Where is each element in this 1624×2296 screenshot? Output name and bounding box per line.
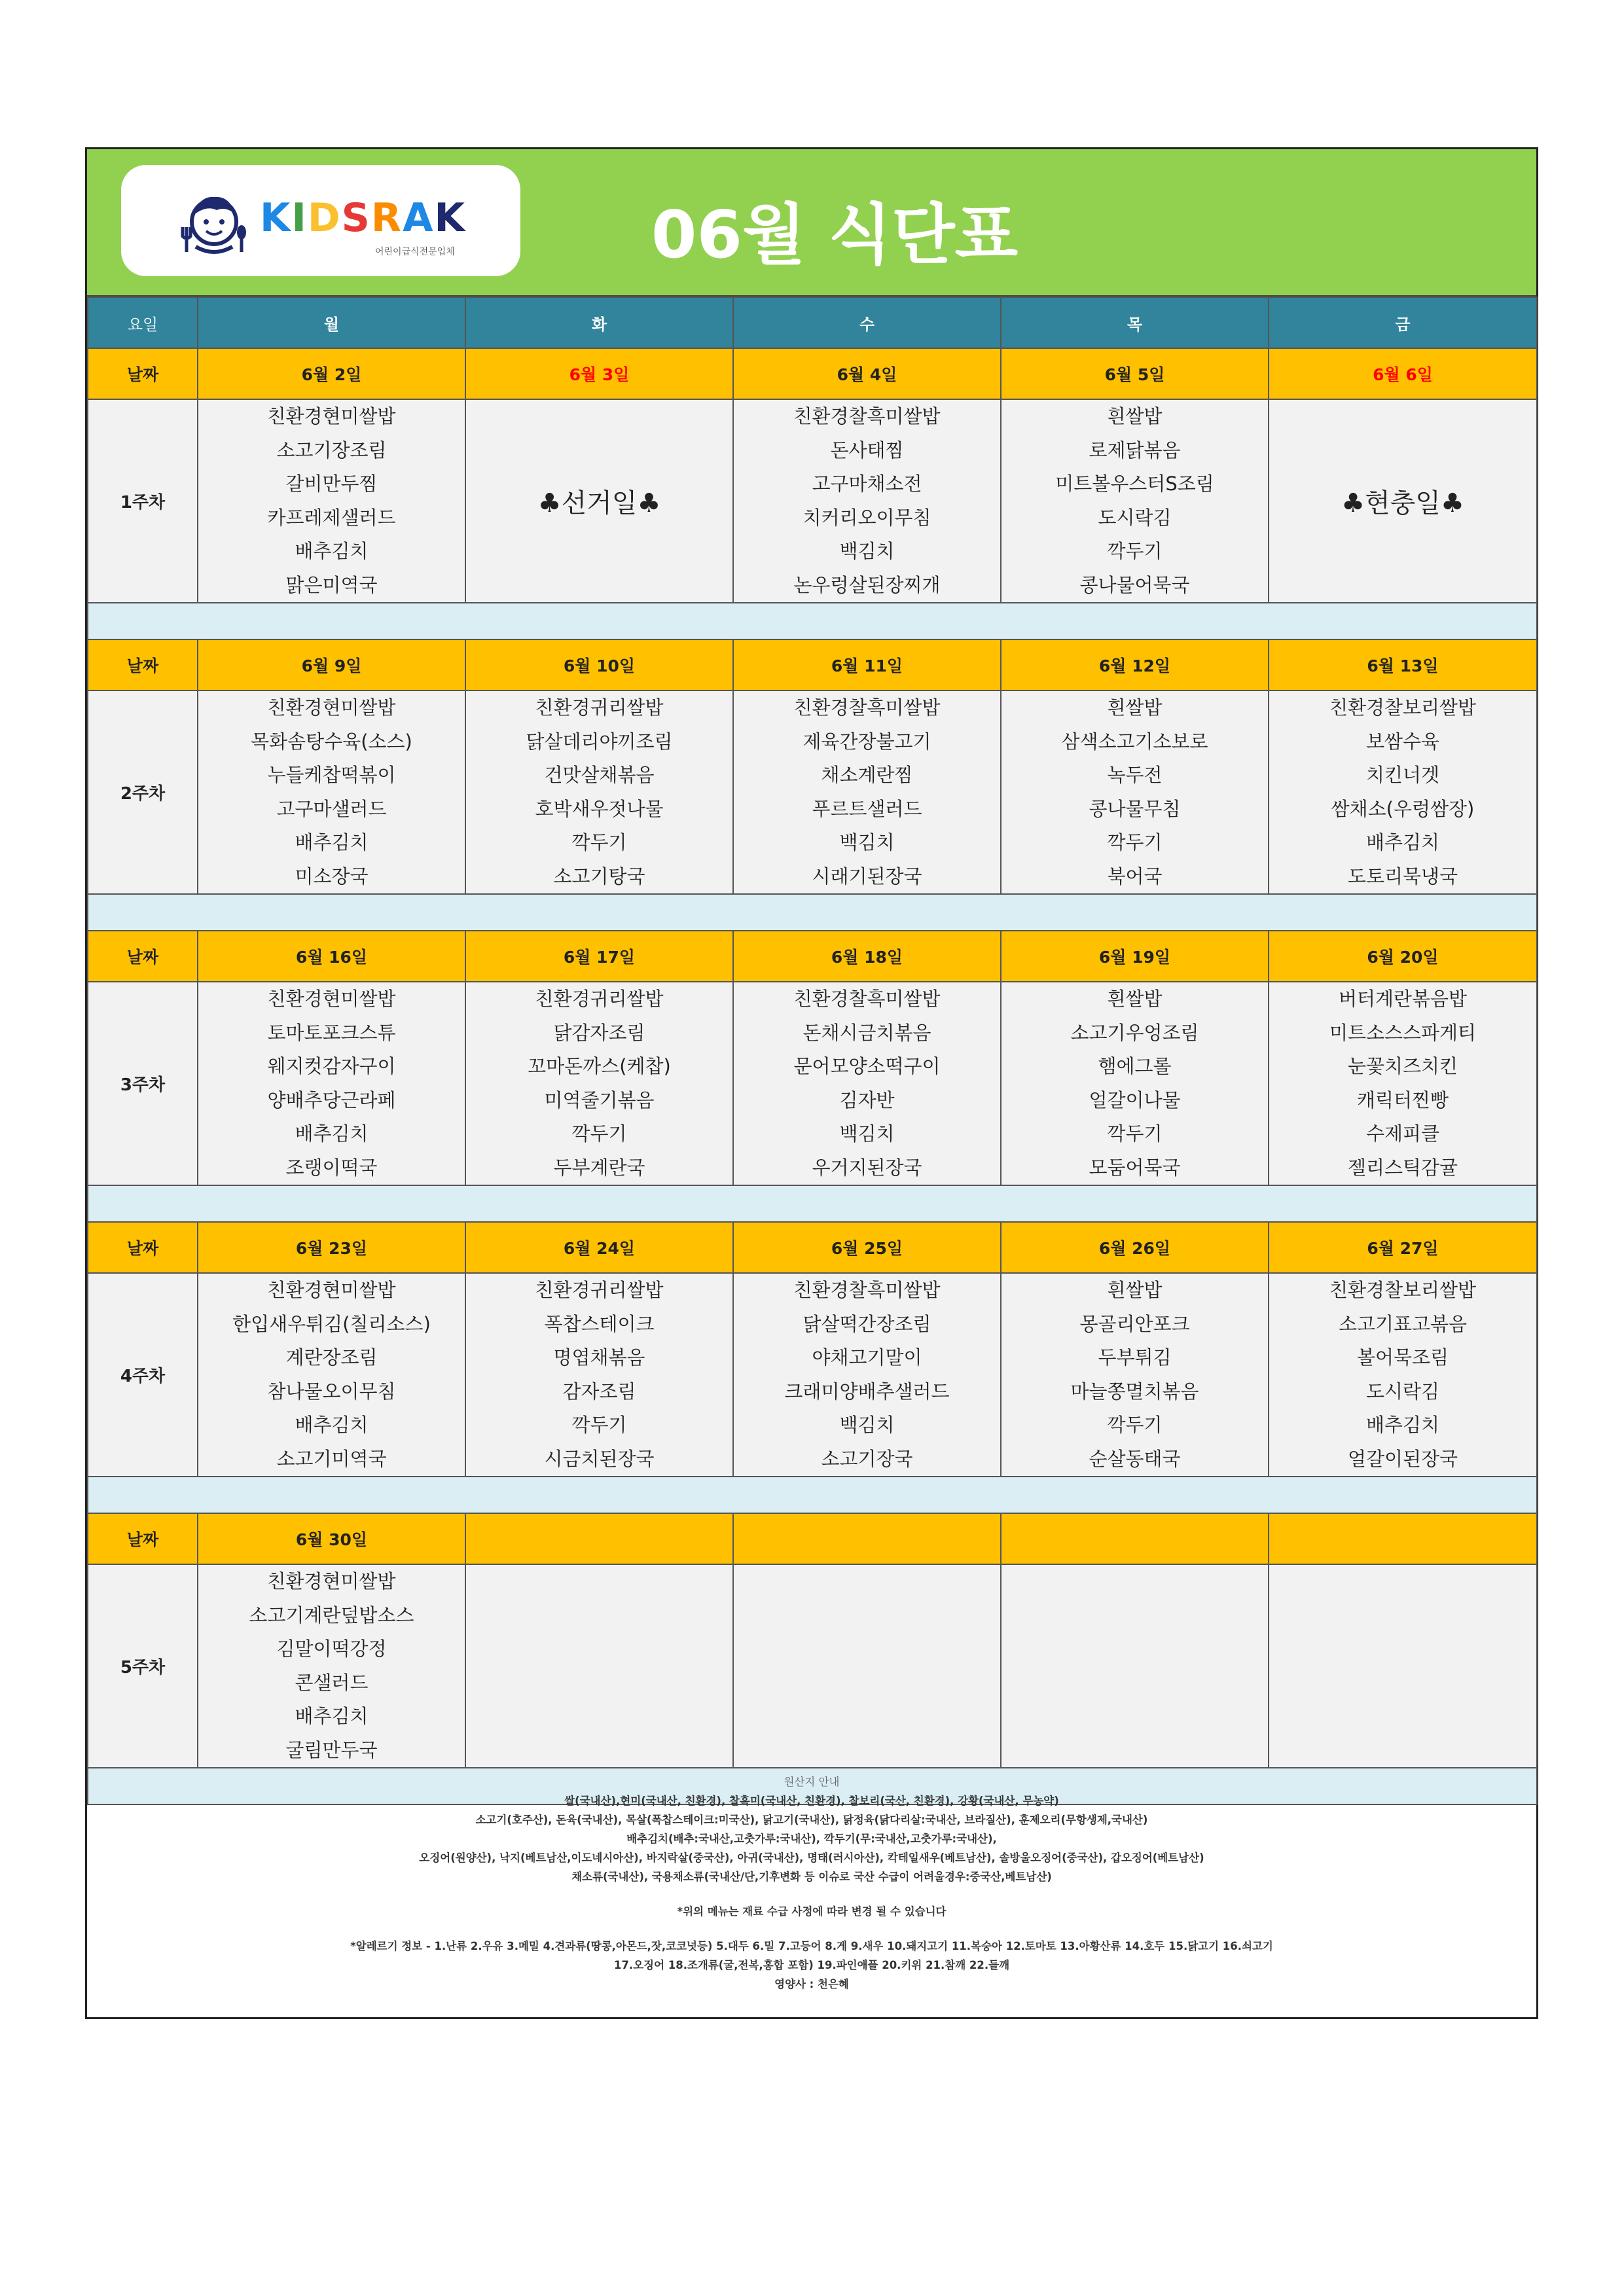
origin-line: 쌀(국내산),현미(국내산, 친환경), 찰흑미(국내산, 친환경), 찰보리(국산, 친환경), 강황(국내산, 무농약)	[564, 1795, 1059, 1807]
week-label: 3주차	[88, 982, 198, 1185]
weekday-header-cell: 목	[1001, 297, 1269, 348]
date-cell: 6월 6일	[1269, 348, 1537, 399]
date-cell	[465, 1513, 733, 1564]
day-menu-cell	[733, 691, 1001, 894]
menu-item: 시래기된장국	[812, 865, 922, 888]
day-menu-cell	[465, 1564, 733, 1768]
menu-item: 친환경찰흑미쌀밥	[793, 696, 941, 719]
day-menu-cell	[198, 399, 465, 603]
menu-item: 도시락김	[1365, 1380, 1440, 1403]
origin-title: 원산지 안내	[784, 1776, 840, 1788]
holiday-label: ♣선거일♣	[537, 488, 661, 518]
menu-item: 누들케찹떡볶이	[267, 764, 396, 786]
day-menu-cell	[1001, 399, 1269, 603]
menu-item: 몽골리안포크	[1079, 1312, 1190, 1335]
menu-item: 배추김치	[295, 540, 369, 562]
day-menu-cell	[465, 691, 733, 894]
menu-item: 얼갈이된장국	[1347, 1447, 1458, 1470]
origin-line: 소고기(호주산), 돈육(국내산), 목살(폭찹스테이크:미국산), 닭고기(국내산), 닭정육(닭다리살:국내산, 브라질산), 훈제오리(무항생제,국내산)	[475, 1814, 1148, 1826]
menu-item: 친환경현미쌀밥	[267, 1279, 396, 1301]
menu-item: 친환경찰흑미쌀밥	[793, 988, 941, 1010]
menu-item: 친환경귀리쌀밥	[535, 988, 664, 1010]
title-banner	[87, 149, 1536, 296]
date-row-label: 날짜	[88, 1222, 198, 1273]
menu-item: 깍두기	[1107, 1122, 1163, 1145]
menu-item: 소고기장국	[821, 1447, 913, 1470]
menu-item: 햄에그롤	[1098, 1055, 1172, 1077]
page-title: 06월 식단표	[651, 196, 1019, 273]
day-menu-cell	[465, 399, 733, 603]
menu-item: 미트볼우스터S조림	[1055, 473, 1214, 495]
menu-item: 콩나물무침	[1089, 797, 1181, 820]
menu-item: 두부튀김	[1098, 1346, 1172, 1369]
menu-item: 카프레제샐러드	[267, 506, 396, 529]
menu-item: 배추김치	[295, 831, 369, 853]
logo-wordmark: KIDSRAK	[260, 195, 466, 241]
date-cell: 6월 26일	[1001, 1222, 1269, 1273]
menu-item: 흰쌀밥	[1107, 988, 1163, 1010]
holiday-label: ♣현충일♣	[1341, 488, 1464, 518]
week-label: 1주차	[88, 399, 198, 603]
menu-item: 갈비만두찜	[285, 473, 378, 495]
date-cell: 6월 3일	[465, 348, 733, 399]
menu-item: 친환경현미쌀밥	[267, 1570, 396, 1592]
date-cell: 6월 10일	[465, 639, 733, 691]
date-row	[88, 348, 1537, 399]
menu-item: 건맛살채볶음	[544, 764, 655, 786]
week-menu-row	[88, 691, 1537, 894]
menu-item: 북어국	[1107, 865, 1163, 888]
menu-item: 한입새우튀김(칠리소스)	[232, 1312, 431, 1335]
date-row	[88, 639, 1537, 691]
menu-item: 도토리묵냉국	[1347, 865, 1458, 888]
day-menu-cell	[733, 1273, 1001, 1477]
menu-item: 문어모양소떡구이	[793, 1055, 941, 1077]
date-row	[88, 1513, 1537, 1564]
menu-item: 흰쌀밥	[1107, 405, 1163, 427]
menu-item: 꼬마돈까스(케찹)	[528, 1055, 671, 1077]
day-menu-cell	[465, 1273, 733, 1477]
menu-item: 볼어묵조림	[1356, 1346, 1449, 1369]
menu-item: 깍두기	[1107, 540, 1163, 562]
date-row-label: 날짜	[88, 931, 198, 982]
week-label: 4주차	[88, 1273, 198, 1477]
menu-item: 소고기표고볶음	[1338, 1312, 1468, 1335]
menu-item: 돈채시금치볶음	[803, 1021, 931, 1044]
menu-item: 배추김치	[295, 1414, 369, 1436]
menu-item: 얼갈이나물	[1089, 1088, 1181, 1111]
menu-table	[87, 296, 1538, 1805]
week-menu-row	[88, 1564, 1537, 1768]
day-menu-cell	[1269, 399, 1537, 603]
origin-line: 배추김치(배추:국내산,고춧가루:국내산), 깍두기(무:국내산,고춧가루:국내산),	[626, 1833, 997, 1845]
menu-item: 미역줄기볶음	[544, 1088, 655, 1111]
date-cell: 6월 16일	[198, 931, 465, 982]
origin-line: 채소류(국내산), 국용채소류(국내산/단,기후변화 등 이슈로 국산 수급이 어려울경우:중국산,베트남산)	[571, 1871, 1052, 1883]
menu-item: 흰쌀밥	[1107, 696, 1163, 719]
week-spacer	[88, 1185, 1537, 1222]
day-menu-cell	[1001, 982, 1269, 1185]
week-spacer	[88, 894, 1537, 931]
menu-item: 두부계란국	[553, 1156, 645, 1179]
menu-item: 로제닭볶음	[1089, 439, 1181, 461]
menu-item: 보쌈수육	[1365, 730, 1440, 753]
date-cell	[733, 1513, 1001, 1564]
date-cell: 6월 20일	[1269, 931, 1537, 982]
day-menu-cell	[198, 691, 465, 894]
date-cell	[1001, 1513, 1269, 1564]
menu-item: 소고기우엉조림	[1070, 1021, 1199, 1044]
menu-item: 녹두전	[1107, 764, 1163, 786]
day-menu-cell	[1001, 1273, 1269, 1477]
date-cell: 6월 25일	[733, 1222, 1001, 1273]
menu-item: 친환경귀리쌀밥	[535, 696, 664, 719]
date-cell: 6월 9일	[198, 639, 465, 691]
menu-item: 콩나물어묵국	[1079, 573, 1190, 596]
menu-item: 배추김치	[295, 1122, 369, 1145]
menu-item: 조랭이떡국	[285, 1156, 378, 1179]
menu-item: 닭살데리야끼조림	[526, 730, 673, 753]
menu-item: 크래미양배추샐러드	[784, 1380, 950, 1403]
weekday-header-label: 요일	[88, 297, 198, 348]
menu-item: 소고기계란덮밥소스	[249, 1604, 414, 1626]
week-menu-row	[88, 1273, 1537, 1477]
menu-item: 토마토포크스튜	[267, 1021, 396, 1044]
menu-item: 깍두기	[571, 831, 627, 853]
day-menu-cell	[465, 982, 733, 1185]
menu-item: 친환경찰보리쌀밥	[1329, 1279, 1477, 1301]
menu-item: 시금치된장국	[544, 1447, 655, 1470]
menu-item: 모둠어묵국	[1089, 1156, 1181, 1179]
weekday-header-cell: 금	[1269, 297, 1537, 348]
menu-item: 친환경현미쌀밥	[267, 988, 396, 1010]
week-spacer-row	[88, 894, 1537, 931]
date-cell: 6월 11일	[733, 639, 1001, 691]
weekday-header-cell: 월	[198, 297, 465, 348]
notes-section	[87, 1772, 1536, 1994]
menu-item: 배추김치	[1365, 831, 1440, 853]
menu-item: 소고기미역국	[276, 1447, 387, 1470]
date-cell: 6월 5일	[1001, 348, 1269, 399]
day-menu-cell	[1001, 1564, 1269, 1768]
weekday-header-row	[88, 297, 1537, 348]
date-row	[88, 1222, 1537, 1273]
date-cell: 6월 18일	[733, 931, 1001, 982]
menu-item: 흰쌀밥	[1107, 1279, 1163, 1301]
date-cell: 6월 23일	[198, 1222, 465, 1273]
week-menu-row	[88, 982, 1537, 1185]
menu-item: 치킨너겟	[1365, 764, 1440, 786]
day-menu-cell	[733, 1564, 1001, 1768]
menu-item: 깍두기	[1107, 831, 1163, 853]
menu-item: 눈꽃치즈치킨	[1347, 1055, 1458, 1077]
menu-item: 웨지컷감자구이	[267, 1055, 396, 1077]
menu-item: 친환경현미쌀밥	[267, 405, 396, 427]
menu-item: 깍두기	[571, 1414, 627, 1436]
menu-item: 김말이떡강정	[276, 1638, 387, 1660]
weekday-header-cell: 화	[465, 297, 733, 348]
menu-item: 친환경귀리쌀밥	[535, 1279, 664, 1301]
menu-item: 친환경찰보리쌀밥	[1329, 696, 1477, 719]
date-cell: 6월 12일	[1001, 639, 1269, 691]
menu-item: 호박새우젓나물	[535, 797, 664, 820]
menu-item: 친환경찰흑미쌀밥	[793, 405, 941, 427]
allergy-line: *알레르기 정보 - 1.난류 2.우유 3.메밀 4.견과류(땅콩,아몬드,잣,코코넛등) 5.대두 6.밀 7.고등어 8.게 9.새우 10.돼지고기 11.복숭아 12.토마토 13.아황산류 14.호두 15.닭고기 16.쇠고기	[350, 1940, 1273, 1952]
menu-item: 고구마채소전	[812, 473, 922, 495]
menu-item: 마늘쫑멸치볶음	[1070, 1380, 1199, 1403]
date-row-label: 날짜	[88, 639, 198, 691]
allergy-line: 17.오징어 18.조개류(굴,전복,홍합 포함) 19.파인애플 20.키위 21.참깨 22.들깨	[613, 1959, 1010, 1971]
date-cell: 6월 17일	[465, 931, 733, 982]
menu-item: 쌈채소(우렁쌈장)	[1331, 797, 1475, 820]
date-row-label: 날짜	[88, 1513, 198, 1564]
day-menu-cell	[198, 982, 465, 1185]
menu-item: 돈사태찜	[830, 439, 904, 461]
menu-item: 감자조림	[562, 1380, 636, 1403]
day-menu-cell	[198, 1273, 465, 1477]
menu-item: 참나물오이무침	[267, 1380, 396, 1403]
menu-item: 미소장국	[295, 865, 369, 888]
menu-item: 논우렁살된장찌개	[793, 573, 941, 596]
week-spacer-row	[88, 1477, 1537, 1513]
menu-item: 백김치	[839, 1414, 895, 1436]
menu-item: 버터계란볶음밥	[1338, 988, 1468, 1010]
date-cell: 6월 4일	[733, 348, 1001, 399]
menu-item: 도시락김	[1098, 506, 1172, 529]
menu-item: 김자반	[839, 1088, 895, 1111]
day-menu-cell	[198, 1564, 465, 1768]
week-label: 2주차	[88, 691, 198, 894]
menu-item: 우거지된장국	[812, 1156, 922, 1179]
menu-item: 닭감자조림	[553, 1021, 645, 1044]
menu-item: 백김치	[839, 1122, 895, 1145]
menu-item: 소고기탕국	[553, 865, 645, 888]
menu-item: 깍두기	[1107, 1414, 1163, 1436]
day-menu-cell	[1001, 691, 1269, 894]
menu-item: 맑은미역국	[285, 573, 378, 596]
menu-item: 백김치	[839, 831, 895, 853]
weekday-header-cell: 수	[733, 297, 1001, 348]
menu-item: 굴림만두국	[285, 1738, 378, 1761]
menu-item: 폭찹스테이크	[544, 1312, 655, 1335]
week-label: 5주차	[88, 1564, 198, 1768]
logo-subtitle: 어린이급식전문업체	[375, 247, 455, 257]
date-row	[88, 931, 1537, 982]
day-menu-cell	[1269, 1564, 1537, 1768]
menu-item: 소고기장조림	[276, 439, 387, 461]
week-spacer-row	[88, 1185, 1537, 1222]
menu-item: 야채고기말이	[812, 1346, 922, 1369]
change-notice: *위의 메뉴는 재료 수급 사정에 따라 변경 될 수 있습니다	[677, 1905, 947, 1918]
day-menu-cell	[733, 399, 1001, 603]
menu-item: 제육간장불고기	[803, 730, 931, 753]
menu-item: 채소계란찜	[821, 764, 913, 786]
week-menu-row	[88, 399, 1537, 603]
menu-item: 백김치	[839, 540, 895, 562]
menu-item: 닭살떡간장조림	[803, 1312, 931, 1335]
date-cell: 6월 27일	[1269, 1222, 1537, 1273]
menu-item: 캐릭터찐빵	[1356, 1088, 1449, 1111]
date-cell: 6월 2일	[198, 348, 465, 399]
menu-item: 배추김치	[295, 1705, 369, 1727]
menu-item: 배추김치	[1365, 1414, 1440, 1436]
menu-item: 양배추당근라페	[267, 1088, 396, 1111]
date-cell: 6월 24일	[465, 1222, 733, 1273]
menu-item: 고구마샐러드	[276, 797, 387, 820]
date-cell: 6월 19일	[1001, 931, 1269, 982]
week-spacer-row	[88, 603, 1537, 639]
day-menu-cell	[733, 982, 1001, 1185]
menu-item: 목화솜탕수육(소스)	[251, 730, 412, 753]
menu-item: 계란장조림	[285, 1346, 378, 1369]
day-menu-cell	[1269, 982, 1537, 1185]
date-cell	[1269, 1513, 1537, 1564]
menu-item: 순살동태국	[1089, 1447, 1181, 1470]
menu-item: 치커리오이무침	[803, 506, 931, 529]
menu-item: 친환경찰흑미쌀밥	[793, 1279, 941, 1301]
week-spacer	[88, 603, 1537, 639]
day-menu-cell	[1269, 691, 1537, 894]
menu-item: 젤리스틱감귤	[1347, 1156, 1458, 1179]
date-cell: 6월 13일	[1269, 639, 1537, 691]
menu-item: 푸르트샐러드	[812, 797, 922, 820]
week-spacer	[88, 1477, 1537, 1513]
date-row-label: 날짜	[88, 348, 198, 399]
date-cell: 6월 30일	[198, 1513, 465, 1564]
origin-line: 오징어(원양산), 낙지(베트남산,이도네시아산), 바지락살(중국산), 아귀(국내산), 명태(러시아산), 칵테일새우(베트남산), 솔방울오징어(중국산), 갑오징어(베트남산)	[419, 1852, 1204, 1864]
menu-item: 깍두기	[571, 1122, 627, 1145]
menu-item: 삼색소고기소보로	[1061, 730, 1208, 753]
dietitian: 영양사 : 천은혜	[774, 1978, 849, 1990]
menu-item: 수제피클	[1365, 1122, 1440, 1145]
day-menu-cell	[1269, 1273, 1537, 1477]
menu-item: 친환경현미쌀밥	[267, 696, 396, 719]
menu-sheet	[85, 147, 1538, 2019]
menu-item: 명엽채볶음	[553, 1346, 645, 1369]
menu-item: 미트소스스파게티	[1329, 1021, 1477, 1044]
menu-item: 콘샐러드	[295, 1671, 369, 1694]
